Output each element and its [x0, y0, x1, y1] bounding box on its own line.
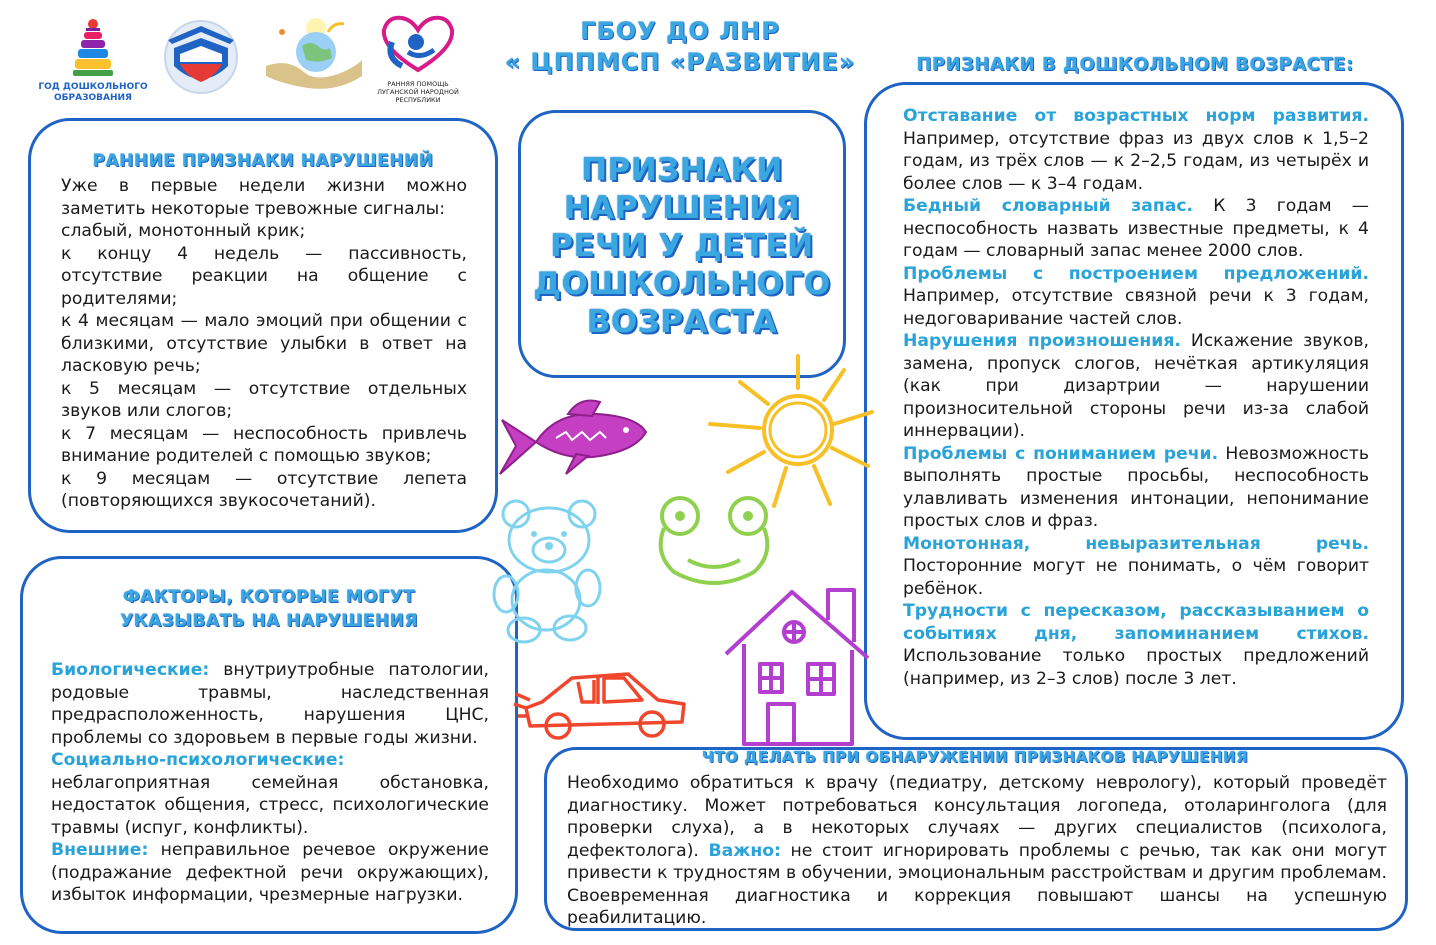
car-drawing-icon: [512, 664, 692, 744]
main-title-panel: [518, 110, 846, 378]
early-help-text: РАННЯЯ ПОМОЩЬ ЛУГАНСКОЙ НАРОДНОЙ РЕСПУБЛИКИ: [377, 80, 459, 104]
preschool-text: [867, 105, 1401, 690]
item-text: Например, отсутствие связной речи к 3 годам, недоговаривание частей слов.: [903, 286, 1369, 329]
item-text: Искажение звуков, замена, пропуск слогов, нечёткая артикуляция (как при дизартрии — нарушении произносительной стороны речи из-за слабой иннервации).: [903, 331, 1369, 441]
sun-drawing-icon: [700, 348, 890, 518]
early-sign-item: к концу 4 недель — пассивность, отсутствие реакции на общение с родителями;: [61, 243, 467, 309]
item-label: Нарушения произношения.: [903, 331, 1181, 351]
what-to-do-paragraph: [567, 772, 1387, 930]
fish-drawing-icon: [496, 394, 656, 490]
shield-emblem-icon: [158, 18, 244, 96]
item-text: Например, отсутствие фраз из двух слов к 1,5–2 годам, из трёх слов — к 2–2,5 годам, из четырёх и более слов — к 3–4 годам.: [903, 128, 1369, 194]
item-text: Невозможность выполнять простые просьбы, неспособность улавливать изменения интонации, непонимание простых слов и фраз.: [903, 443, 1369, 531]
logo-early-help: [372, 12, 464, 104]
logo-hands-globe: [258, 10, 368, 96]
early-sign-item: к 4 месяцам — мало эмоций при общении с близкими, отсутствие улыбки в ответ на ласковую речь;: [61, 311, 467, 376]
pyramid-toy-icon: [28, 18, 158, 78]
bio-text: внутриутробные патологии, родовые травмы, наследственная предрасположенность, нарушения ЦНС, проблемы со здоровьем в первые годы жизни.: [51, 660, 489, 748]
heart-baby-icon: [372, 12, 464, 76]
item-label-dot: .: [1362, 623, 1369, 644]
social-text: неблагоприятная семейная обстановка, недостаток общения, стресс, психологические травмы (испуг, конфликты).: [51, 772, 489, 838]
preschool-item: [903, 263, 1369, 331]
item-label: Монотонная, невыразительная речь.: [903, 533, 1369, 554]
early-sign-item: слабый, монотонный крик;: [61, 221, 306, 241]
early-sign-item: к 5 месяцам — отсутствие отдельных звуков или слогов;: [61, 378, 467, 421]
frog-drawing-icon: [650, 494, 780, 590]
preschool-item: [903, 195, 1369, 263]
preschool-item: [903, 600, 1369, 690]
item-label: Трудности с пересказом, рассказыванием о событиях дня, запоминанием стихов: [903, 601, 1369, 644]
main-title-line1: ПРИЗНАКИ: [581, 152, 783, 188]
factors-panel: [20, 556, 518, 934]
what-to-do-text: [547, 772, 1405, 930]
advice-text-2: не стоит игнорировать проблемы с речью, так как они могут привести к трудностям в обучении, эмоциональным расстройствам и другим проблемам. Своевременная диагностика и коррекция повышают шансы на успешную реабилитацию.: [567, 840, 1387, 928]
early-signs-title: РАННИЕ ПРИЗНАКИ НАРУШЕНИЙ: [92, 151, 434, 171]
preschool-item: [903, 105, 1369, 195]
factor-external: [51, 839, 489, 907]
item-text: Посторонние могут не понимать, о чём говорит ребёнок.: [903, 556, 1369, 599]
main-title-line2: НАРУШЕНИЯ: [563, 190, 801, 226]
early-signs-panel: [28, 118, 498, 533]
hands-globe-icon: [258, 10, 368, 96]
factor-social: [51, 749, 489, 839]
factors-title-line1: ФАКТОРЫ, КОТОРЫЕ МОГУТ: [122, 587, 416, 607]
early-sign-item: к 7 месяцам — неспособность привлечь внимание родителей с помощью звуков;: [61, 423, 467, 466]
important-label: Важно:: [708, 840, 781, 861]
preschool-item: [903, 443, 1369, 533]
house-drawing-icon: [716, 584, 876, 752]
factors-text: [23, 659, 515, 907]
main-title-line3: РЕЧИ У ДЕТЕЙ: [550, 228, 814, 264]
advice-text: Необходимо обратиться к врачу (педиатру, детскому неврологу), который проведёт диагностику. Может потребоваться консультация логопеда, отоларинголога (для проверки слуха), а в некоторых случаях — других специалистов (психолога, дефектолога).: [567, 773, 1387, 861]
early-signs-text: [31, 175, 495, 513]
factors-title-line2: УКАЗЫВАТЬ НА НАРУШЕНИЯ: [120, 611, 418, 631]
early-sign-item: к 9 месяцам — отсутствие лепета (повторяющихся звукосочетаний).: [61, 468, 467, 511]
preschool-item: [903, 330, 1369, 443]
item-text: Использование только простых предложений (например, из 2–3 слов) после 3 лет.: [903, 646, 1369, 689]
external-label: Внешние:: [51, 840, 149, 860]
social-label: Социально-психологические:: [51, 750, 345, 770]
org-name-line1: ГБОУ ДО ЛНР: [580, 17, 780, 45]
preschool-item: [903, 533, 1369, 601]
what-to-do-title: ЧТО ДЕЛАТЬ ПРИ ОБНАРУЖЕНИИ ПРИЗНАКОВ НАРУШЕНИЯ: [701, 748, 1249, 766]
preschool-panel: [864, 82, 1404, 740]
main-title: [521, 151, 843, 341]
item-label: Отставание от возрастных норм развития.: [903, 106, 1369, 126]
item-text: К 3 годам — неспособность назвать известные предметы, к 4 годам — словарный запас менее 2000 слов.: [903, 196, 1369, 261]
factor-biological: [51, 659, 489, 749]
item-label: Проблемы с пониманием речи.: [903, 443, 1219, 464]
preschool-title: ПРИЗНАКИ В ДОШКОЛЬНОМ ВОЗРАСТЕ:: [916, 54, 1354, 75]
main-title-line5: ВОЗРАСТА: [586, 304, 778, 340]
main-title-line4: ДОШКОЛЬНОГО: [533, 266, 831, 302]
logo-year-preschool: [28, 18, 158, 103]
early-signs-intro: Уже в первые недели жизни можно заметить некоторые тревожные сигналы:: [61, 176, 467, 219]
bio-label: Биологические:: [51, 660, 210, 680]
teddy-bear-drawing-icon: [484, 496, 614, 646]
what-to-do-panel: [544, 747, 1408, 931]
logo-education-shield: [158, 18, 244, 96]
external-text: неправильное речевое окружение (подражание дефектной речи окружающих), избыток информации, чрезмерные нагрузки.: [51, 840, 489, 905]
item-label: Проблемы с построением предложений.: [903, 263, 1369, 284]
org-name-line2: « ЦППМСП «РАЗВИТИЕ»: [504, 48, 856, 76]
year-logo-text: ГОД ДОШКОЛЬНОГО ОБРАЗОВАНИЯ: [38, 82, 148, 103]
item-label: Бедный словарный запас.: [903, 196, 1194, 216]
